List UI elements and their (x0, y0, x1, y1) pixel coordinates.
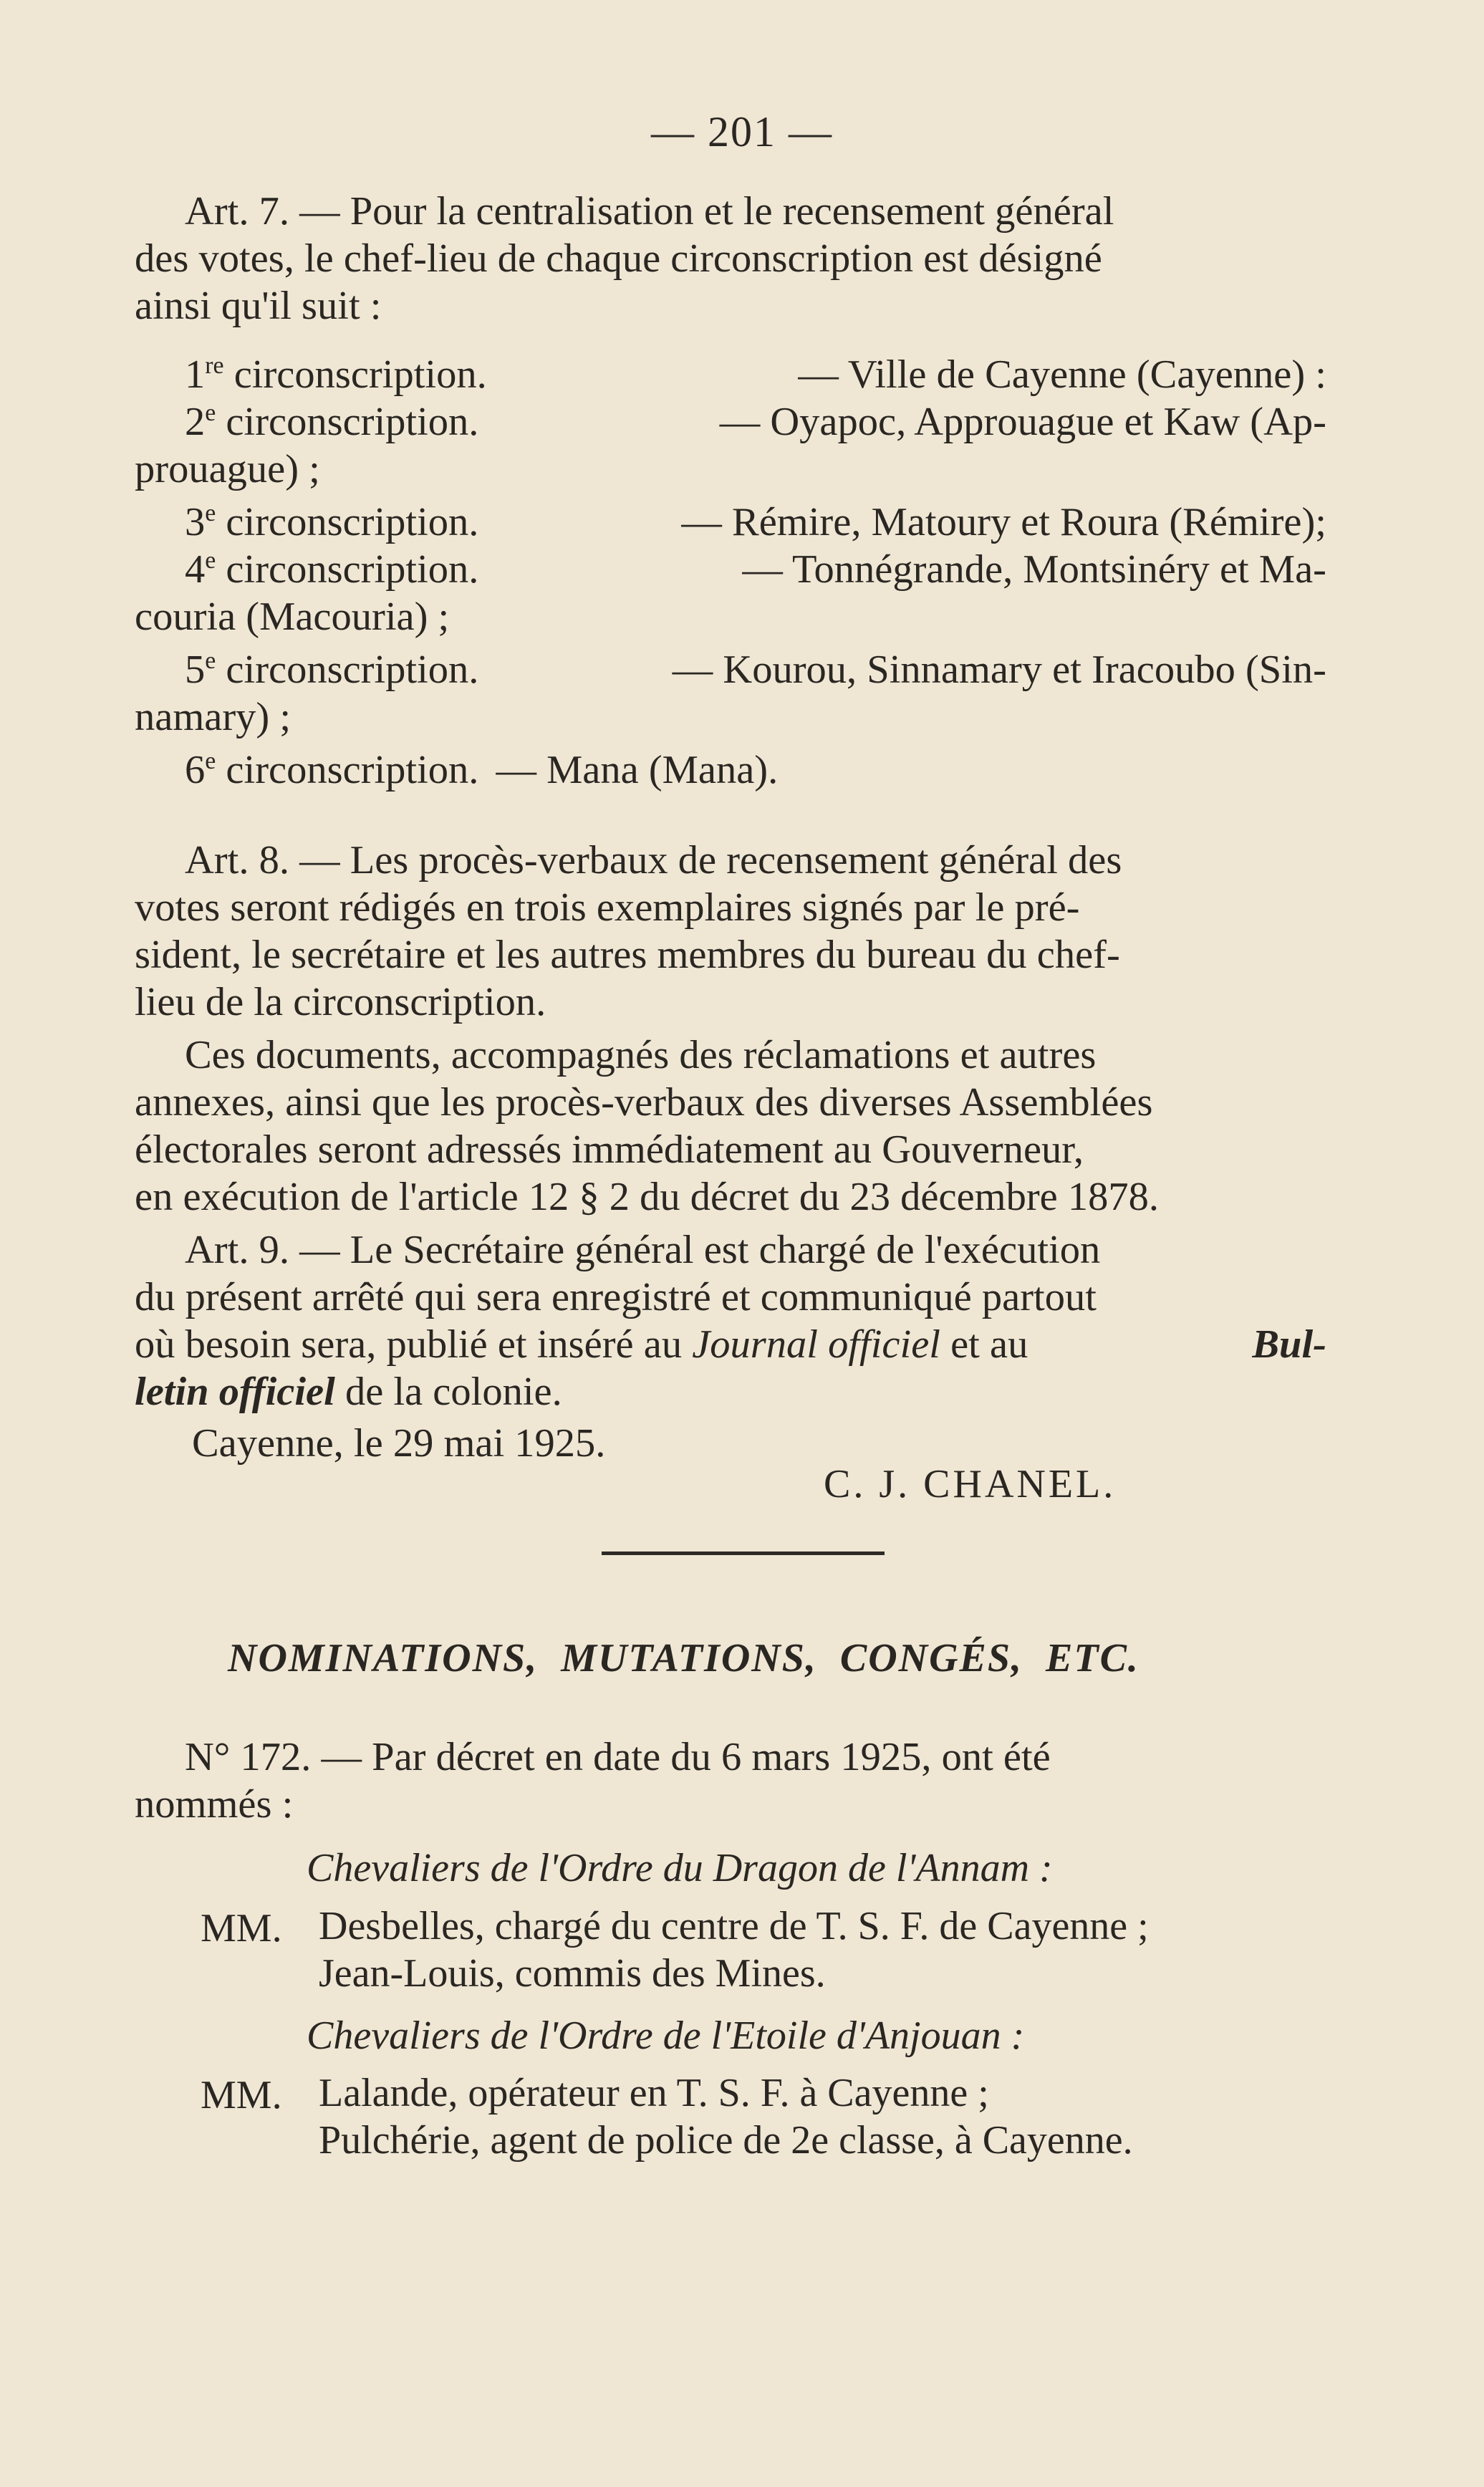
circonscription-row: 4e circonscription. — Tonnégrande, Montsinéry et Ma- (185, 547, 1326, 592)
name-entry: Lalande, opérateur en T. S. F. à Cayenne ; (319, 2071, 989, 2115)
article-7-line: Art. 7. — Pour la centralisation et le recensement général (185, 189, 1114, 234)
circonscription-row: 5e circonscription. — Kourou, Sinnamary et Iracoubo (Sin- (185, 648, 1326, 692)
circonscription-continuation: couria (Macouria) ; (135, 595, 450, 639)
decree-line: N° 172. — Par décret en date du 6 mars 1925, ont été (185, 1735, 1051, 1779)
section-heading: NOMINATIONS, MUTATIONS, CONGÉS, ETC. (228, 1636, 1140, 1680)
circonscription-row: 3e circonscription. — Rémire, Matoury et Roura (Rémire); (185, 500, 1326, 544)
mm-label: MM. (201, 2073, 282, 2117)
name-entry: Pulchérie, agent de police de 2e classe, à Cayenne. (319, 2118, 1133, 2163)
article-9-line: où besoin sera, publié et inséré au Journal officiel et au Bul- (135, 1322, 1326, 1367)
article-8-line: votes seront rédigés en trois exemplaires signés par le pré- (135, 885, 1080, 930)
article-9-line: du présent arrêté qui sera enregistré et communiqué partout (135, 1275, 1097, 1319)
paragraph-line: en exécution de l'article 12 § 2 du décret du 23 décembre 1878. (135, 1175, 1159, 1219)
article-9-line: letin officiel de la colonie. (135, 1370, 562, 1414)
name-entry: Desbelles, chargé du centre de T. S. F. de Cayenne ; (319, 1904, 1149, 1948)
article-9-line: Art. 9. — Le Secrétaire général est chargé de l'exécution (185, 1228, 1101, 1272)
article-9 (135, 1226, 1326, 1415)
signature: C. J. CHANEL. (824, 1462, 1117, 1506)
dragon-heading: Chevaliers de l'Ordre du Dragon de l'Annam : (307, 1846, 1053, 1890)
article-8-line: sident, le secrétaire et les autres membres du bureau du chef- (135, 933, 1120, 977)
section-divider (602, 1552, 885, 1555)
circonscription-row: 6e circonscription. — Mana (Mana). (185, 748, 779, 792)
name-entry: Jean-Louis, commis des Mines. (319, 1951, 826, 1996)
journal-officiel: Journal officiel (692, 1322, 940, 1367)
place-date: Cayenne, le 29 mai 1925. (192, 1421, 606, 1466)
etoile-heading: Chevaliers de l'Ordre de l'Etoile d'Anjouan : (307, 2014, 1025, 2058)
paragraph-line: Ces documents, accompagnés des réclamations et autres (185, 1033, 1097, 1077)
article-7-line: des votes, le chef-lieu de chaque circonscription est désigné (135, 236, 1102, 281)
article-7-line: ainsi qu'il suit : (135, 284, 382, 328)
article-8-line: Art. 8. — Les procès-verbaux de recensement général des (185, 838, 1122, 882)
circonscription-continuation: prouague) ; (135, 447, 320, 491)
paragraph-line: électorales seront adressés immédiatement au Gouverneur, (135, 1127, 1084, 1172)
article-8 (135, 837, 1326, 1026)
circonscription-list (135, 351, 1326, 794)
bulletin-part-1: Bul- (1252, 1322, 1326, 1367)
circonscription-row: 2e circonscription. — Oyapoc, Approuague et Kaw (Ap- (185, 400, 1326, 444)
decree-172 (135, 1733, 1326, 1828)
circonscription-row: 1re circonscription. — Ville de Cayenne (Cayenne) : (185, 352, 1326, 397)
circonscription-continuation: namary) ; (135, 695, 292, 739)
article-7 (135, 188, 1326, 329)
dragon-names (319, 1902, 1149, 1997)
page-number: — 201 — (651, 108, 833, 155)
paragraph-line: annexes, ainsi que les procès-verbaux des diverses Assemblées (135, 1080, 1153, 1125)
article-8-paragraph-2 (135, 1031, 1326, 1221)
bulletin-part-2: letin officiel (135, 1370, 335, 1414)
etoile-names (319, 2069, 1133, 2164)
article-8-line: lieu de la circonscription. (135, 980, 546, 1024)
mm-label: MM. (201, 1906, 282, 1950)
decree-line: nommés : (135, 1782, 294, 1827)
